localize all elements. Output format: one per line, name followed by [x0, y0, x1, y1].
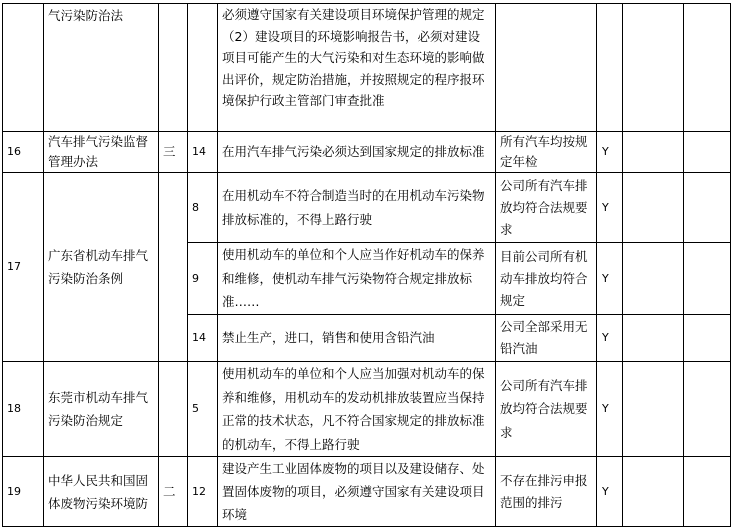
compliance-mark: [597, 4, 623, 132]
table-row: [3, 4, 731, 132]
article: 8: [188, 173, 218, 243]
chapter: [159, 362, 188, 457]
article: 9: [188, 243, 218, 315]
chapter: [159, 173, 188, 362]
empty-cell: [623, 315, 684, 362]
empty-cell: [623, 457, 684, 527]
row-number: 19: [3, 457, 44, 527]
compliance-status: 公司所有汽车排放均符合法规要求: [496, 173, 597, 243]
empty-cell: [684, 132, 731, 173]
empty-cell: [623, 4, 684, 132]
row-number: 18: [3, 362, 44, 457]
compliance-mark: Y: [597, 315, 623, 362]
compliance-status: [496, 4, 597, 132]
law-name: 气污染防治法: [44, 4, 159, 132]
article: 14: [188, 132, 218, 173]
compliance-status: 不存在排污申报范围的排污: [496, 457, 597, 527]
empty-cell: [684, 4, 731, 132]
table-row: [3, 173, 731, 243]
law-name: 中华人民共和国固体废物污染环境防: [44, 457, 159, 527]
row-number: 17: [3, 173, 44, 362]
article: [188, 4, 218, 132]
requirement-content: 使用机动车的单位和个人应当作好机动车的保养和维修，使机动车排气污染物符合规定排放标准……: [218, 243, 496, 315]
compliance-mark: Y: [597, 457, 623, 527]
empty-cell: [623, 362, 684, 457]
empty-cell: [623, 132, 684, 173]
chapter: [159, 4, 188, 132]
requirement-content: 使用机动车的单位和个人应当加强对机动车的保养和维修，用机动车的发动机排放装置应当保持正常的技术状态，凡不符合国家规定的排放标准的机动车，不得上路行驶: [218, 362, 496, 457]
requirement-content: 建设产生工业固体废物的项目以及建设储存、处置固体废物的项目，必须遵守国家有关建设项目环境: [218, 457, 496, 527]
compliance-mark: Y: [597, 362, 623, 457]
empty-cell: [684, 362, 731, 457]
empty-cell: [684, 173, 731, 243]
compliance-status: 所有汽车均按规定年检: [496, 132, 597, 173]
empty-cell: [684, 457, 731, 527]
empty-cell: [623, 173, 684, 243]
law-name: 东莞市机动车排气污染防治规定: [44, 362, 159, 457]
chapter: 二: [159, 457, 188, 527]
table-row: [3, 362, 731, 457]
requirement-content: 在用汽车排气污染必须达到国家规定的排放标准: [218, 132, 496, 173]
compliance-status: 目前公司所有机动车排放均符合规定: [496, 243, 597, 315]
compliance-mark: Y: [597, 243, 623, 315]
table-row: [3, 132, 731, 173]
regulation-compliance-table: [2, 3, 731, 527]
article: 12: [188, 457, 218, 527]
row-number: [3, 4, 44, 132]
requirement-content: 在用机动车不符合制造当时的在用机动车污染物排放标准的，不得上路行驶: [218, 173, 496, 243]
compliance-mark: Y: [597, 173, 623, 243]
table-row: [3, 457, 731, 527]
row-number: 16: [3, 132, 44, 173]
law-name: 汽车排气污染监督管理办法: [44, 132, 159, 173]
requirement-content: 必须遵守国家有关建设项目环境保护管理的规定（2）建设项目的环境影响报告书，必须对建设项目可能产生的大气污染和对生态环境的影响做出评价，规定防治措施，并按照规定的程序报环境保护行政主管部门审查批准: [218, 4, 496, 132]
requirement-content: 禁止生产，进口，销售和使用含铅汽油: [218, 315, 496, 362]
compliance-status: 公司所有汽车排放均符合法规要求: [496, 362, 597, 457]
article: 14: [188, 315, 218, 362]
empty-cell: [684, 243, 731, 315]
chapter: 三: [159, 132, 188, 173]
article: 5: [188, 362, 218, 457]
empty-cell: [684, 315, 731, 362]
compliance-mark: Y: [597, 132, 623, 173]
empty-cell: [623, 243, 684, 315]
law-name: 广东省机动车排气污染防治条例: [44, 173, 159, 362]
compliance-status: 公司全部采用无铅汽油: [496, 315, 597, 362]
